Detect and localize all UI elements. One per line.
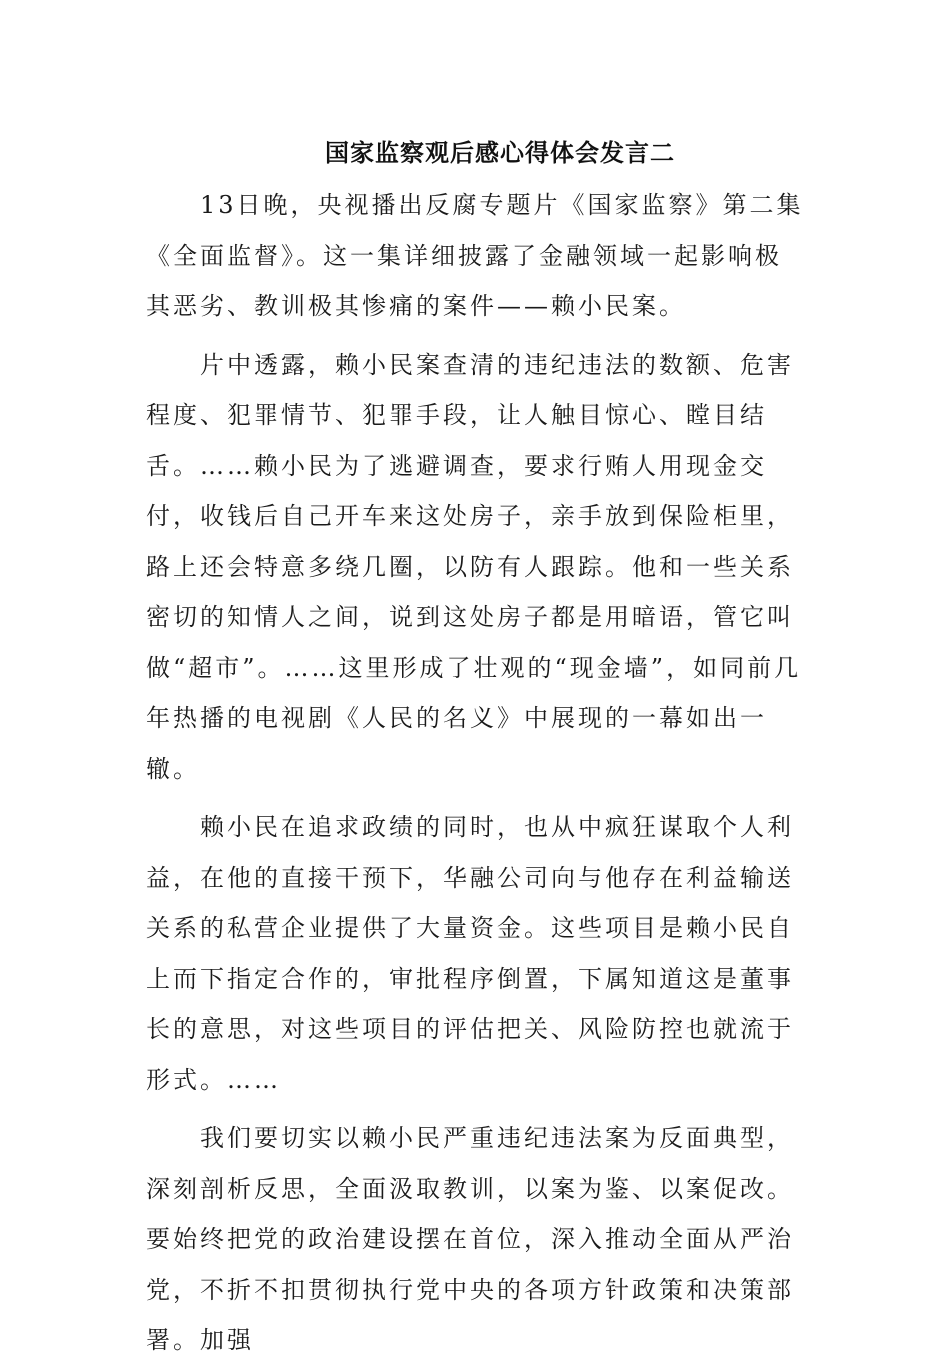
paragraph: 赖小民在追求政绩的同时，也从中疯狂谋取个人利益，在他的直接干预下，华融公司向与他存在利益输送关系的私营企业提供了大量资金。这些项目是赖小民自上而下指定合作的，审批程序倒置，下属知道这是董事长的意思，对这些项目的评估把关、风险防控也就流于形式。…… <box>146 813 794 1094</box>
paragraph: 我们要切实以赖小民严重违纪违法案为反面典型，深刻剖析反思，全面汲取教训，以案为鉴、以案促改。要始终把党的政治建设摆在首位，深入推动全面从严治党，不折不扣贯彻执行党中央的各项方针政策和决策部署。加强 <box>146 1124 794 1354</box>
document-body <box>146 180 806 1366</box>
document-title: 国家监察观后感心得体会发言二 <box>325 138 675 167</box>
paragraph: 片中透露，赖小民案查清的违纪违法的数额、危害程度、犯罪情节、犯罪手段，让人触目惊心、瞠目结舌。……赖小民为了逃避调查，要求行贿人用现金交付，收钱后自己开车来这处房子，亲手放到保险柜里，路上还会特意多绕几圈，以防有人跟踪。他和一些关系密切的知情人之间，说到这处房子都是用暗语，管它叫做“超市”。……这里形成了壮观的“现金墙”，如同前几年热播的电视剧《人民的名义》中展现的一幕如出一辙。 <box>146 350 802 783</box>
paragraph: 13日晚，央视播出反腐专题片《国家监察》第二集《全面监督》。这一集详细披露了金融领域一起影响极其恶劣、教训极其惨痛的案件——赖小民案。 <box>146 191 804 320</box>
